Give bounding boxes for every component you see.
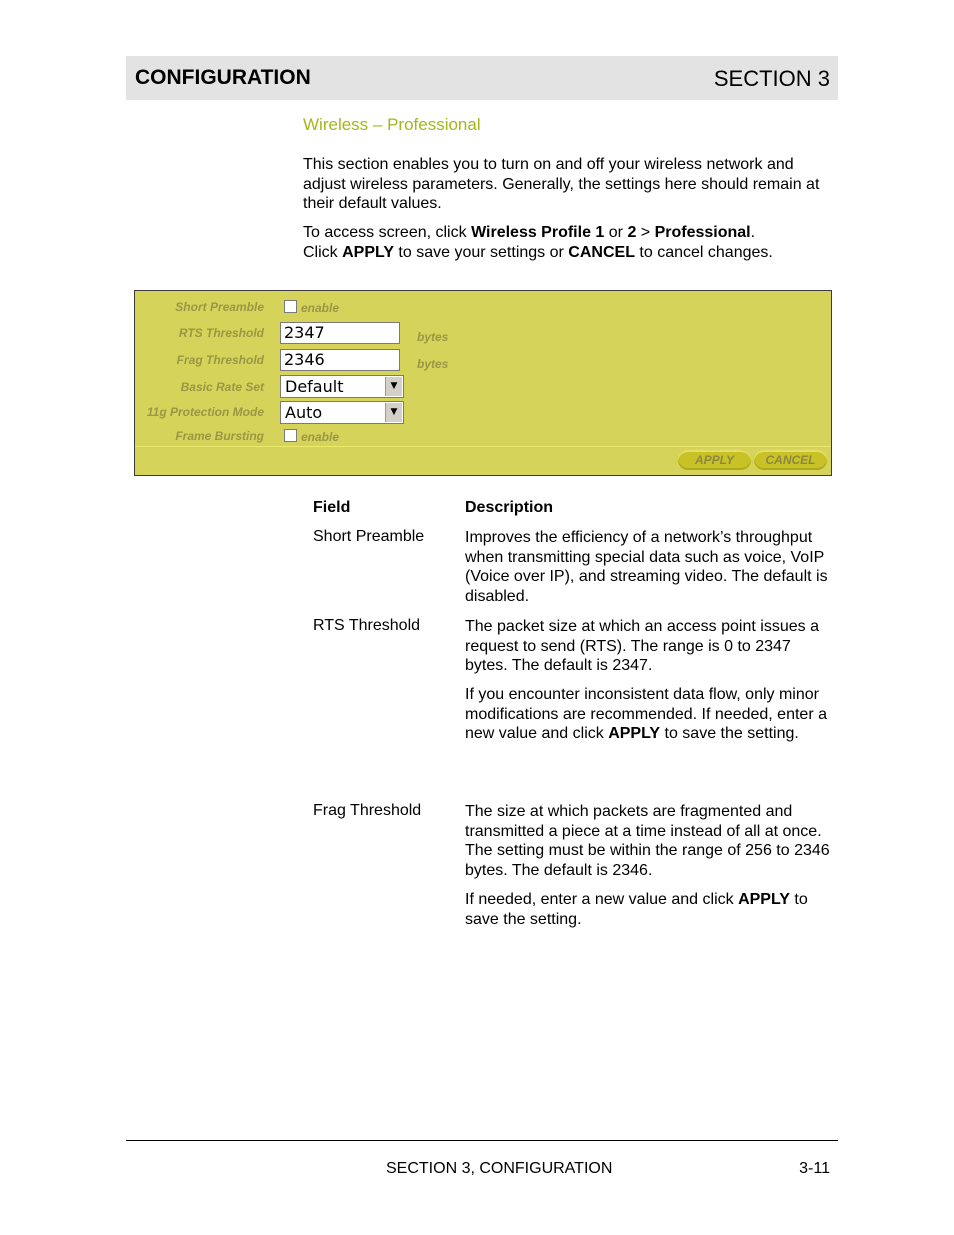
text: Click: [303, 243, 343, 261]
chevron-down-icon[interactable]: ▼: [385, 377, 402, 396]
field-column-header: Field: [313, 499, 351, 516]
frag-unit: bytes: [417, 357, 449, 371]
frag-threshold-input[interactable]: 2346: [280, 349, 400, 371]
text: or: [604, 224, 628, 241]
text: to save the setting.: [465, 891, 808, 928]
text: If needed, enter a new value and click: [465, 891, 739, 908]
protection-mode-label: 11g Protection Mode: [146, 405, 264, 419]
short-preamble-label: Short Preamble: [175, 300, 264, 314]
apply-button[interactable]: APPLY: [678, 450, 751, 470]
bold-text: APPLY: [342, 243, 394, 261]
protection-mode-value: Auto: [285, 403, 323, 422]
short-preamble-enable-label: enable: [301, 301, 340, 315]
bold-text: Wireless Profile 1: [471, 224, 605, 241]
footer-rule: [126, 1140, 838, 1141]
text: To access screen, click: [303, 224, 472, 241]
basic-rate-set-label: Basic Rate Set: [180, 380, 264, 394]
bold-text: Professional: [654, 224, 751, 241]
rts-threshold-field: RTS Threshold: [313, 617, 421, 634]
cancel-button[interactable]: CANCEL: [754, 450, 827, 470]
section-subtitle: Wireless – Professional: [303, 115, 481, 134]
frame-bursting-checkbox[interactable]: [284, 429, 297, 442]
frame-bursting-enable-label: enable: [301, 430, 340, 444]
text: to save your settings or: [393, 243, 569, 261]
intro-paragraph: This section enables you to turn on and off your wireless network and adjust wireless parameters. Generally, the settings here should remain at their default values.: [303, 156, 820, 213]
text: to save the setting.: [660, 725, 799, 743]
header-title: CONFIGURATION: [135, 66, 311, 89]
professional-settings-panel: [134, 290, 832, 476]
rts-threshold-note: [465, 685, 837, 744]
frag-threshold-description: The size at which packets are fragmented and transmitted a piece at a time instead of all at once. The setting must be within the range of 256 to 2346 bytes. The default is 2346.: [465, 803, 830, 879]
page-header: [126, 56, 838, 100]
rts-threshold-label: RTS Threshold: [178, 326, 264, 340]
apply-cancel-line: [303, 243, 838, 263]
access-line: [303, 223, 838, 243]
text: >: [636, 224, 655, 241]
footer-section: SECTION 3, CONFIGURATION: [386, 1160, 613, 1177]
frame-bursting-label: Frame Bursting: [175, 429, 264, 443]
divider: [135, 446, 831, 447]
bold-text: 2: [627, 224, 637, 241]
chevron-down-icon[interactable]: ▼: [385, 403, 402, 422]
header-section: SECTION 3: [713, 66, 830, 91]
short-preamble-field: Short Preamble: [313, 528, 425, 545]
access-instructions: [303, 223, 838, 262]
page-number: 3-11: [799, 1160, 830, 1177]
rts-threshold-input[interactable]: 2347: [280, 322, 400, 344]
frag-threshold-field: Frag Threshold: [313, 802, 422, 819]
protection-mode-select[interactable]: [280, 401, 404, 424]
bold-text: CANCEL: [568, 243, 635, 261]
rts-threshold-description: The packet size at which an access point issues a request to send (RTS). The range is 0 to 2347 bytes. The default is 2347.: [465, 618, 819, 675]
frag-threshold-note: [465, 890, 837, 929]
basic-rate-set-select[interactable]: [280, 375, 404, 398]
basic-rate-set-value: Default: [285, 377, 344, 396]
text: .: [750, 224, 756, 241]
short-preamble-checkbox[interactable]: [284, 300, 297, 313]
bold-text: APPLY: [608, 725, 661, 743]
frag-threshold-label: Frag Threshold: [176, 353, 264, 367]
text: If you encounter inconsistent data flow, only minor modifications are recommended. If needed, enter a new value and click: [465, 686, 827, 743]
bold-text: APPLY: [738, 891, 790, 908]
text: to cancel changes.: [634, 243, 773, 261]
short-preamble-description: Improves the efficiency of a network’s throughput when transmitting special data such as voice, VoIP (Voice over IP), and streaming video. The default is disabled.: [465, 529, 828, 605]
description-column-header: Description: [465, 499, 554, 516]
rts-unit: bytes: [417, 330, 449, 344]
